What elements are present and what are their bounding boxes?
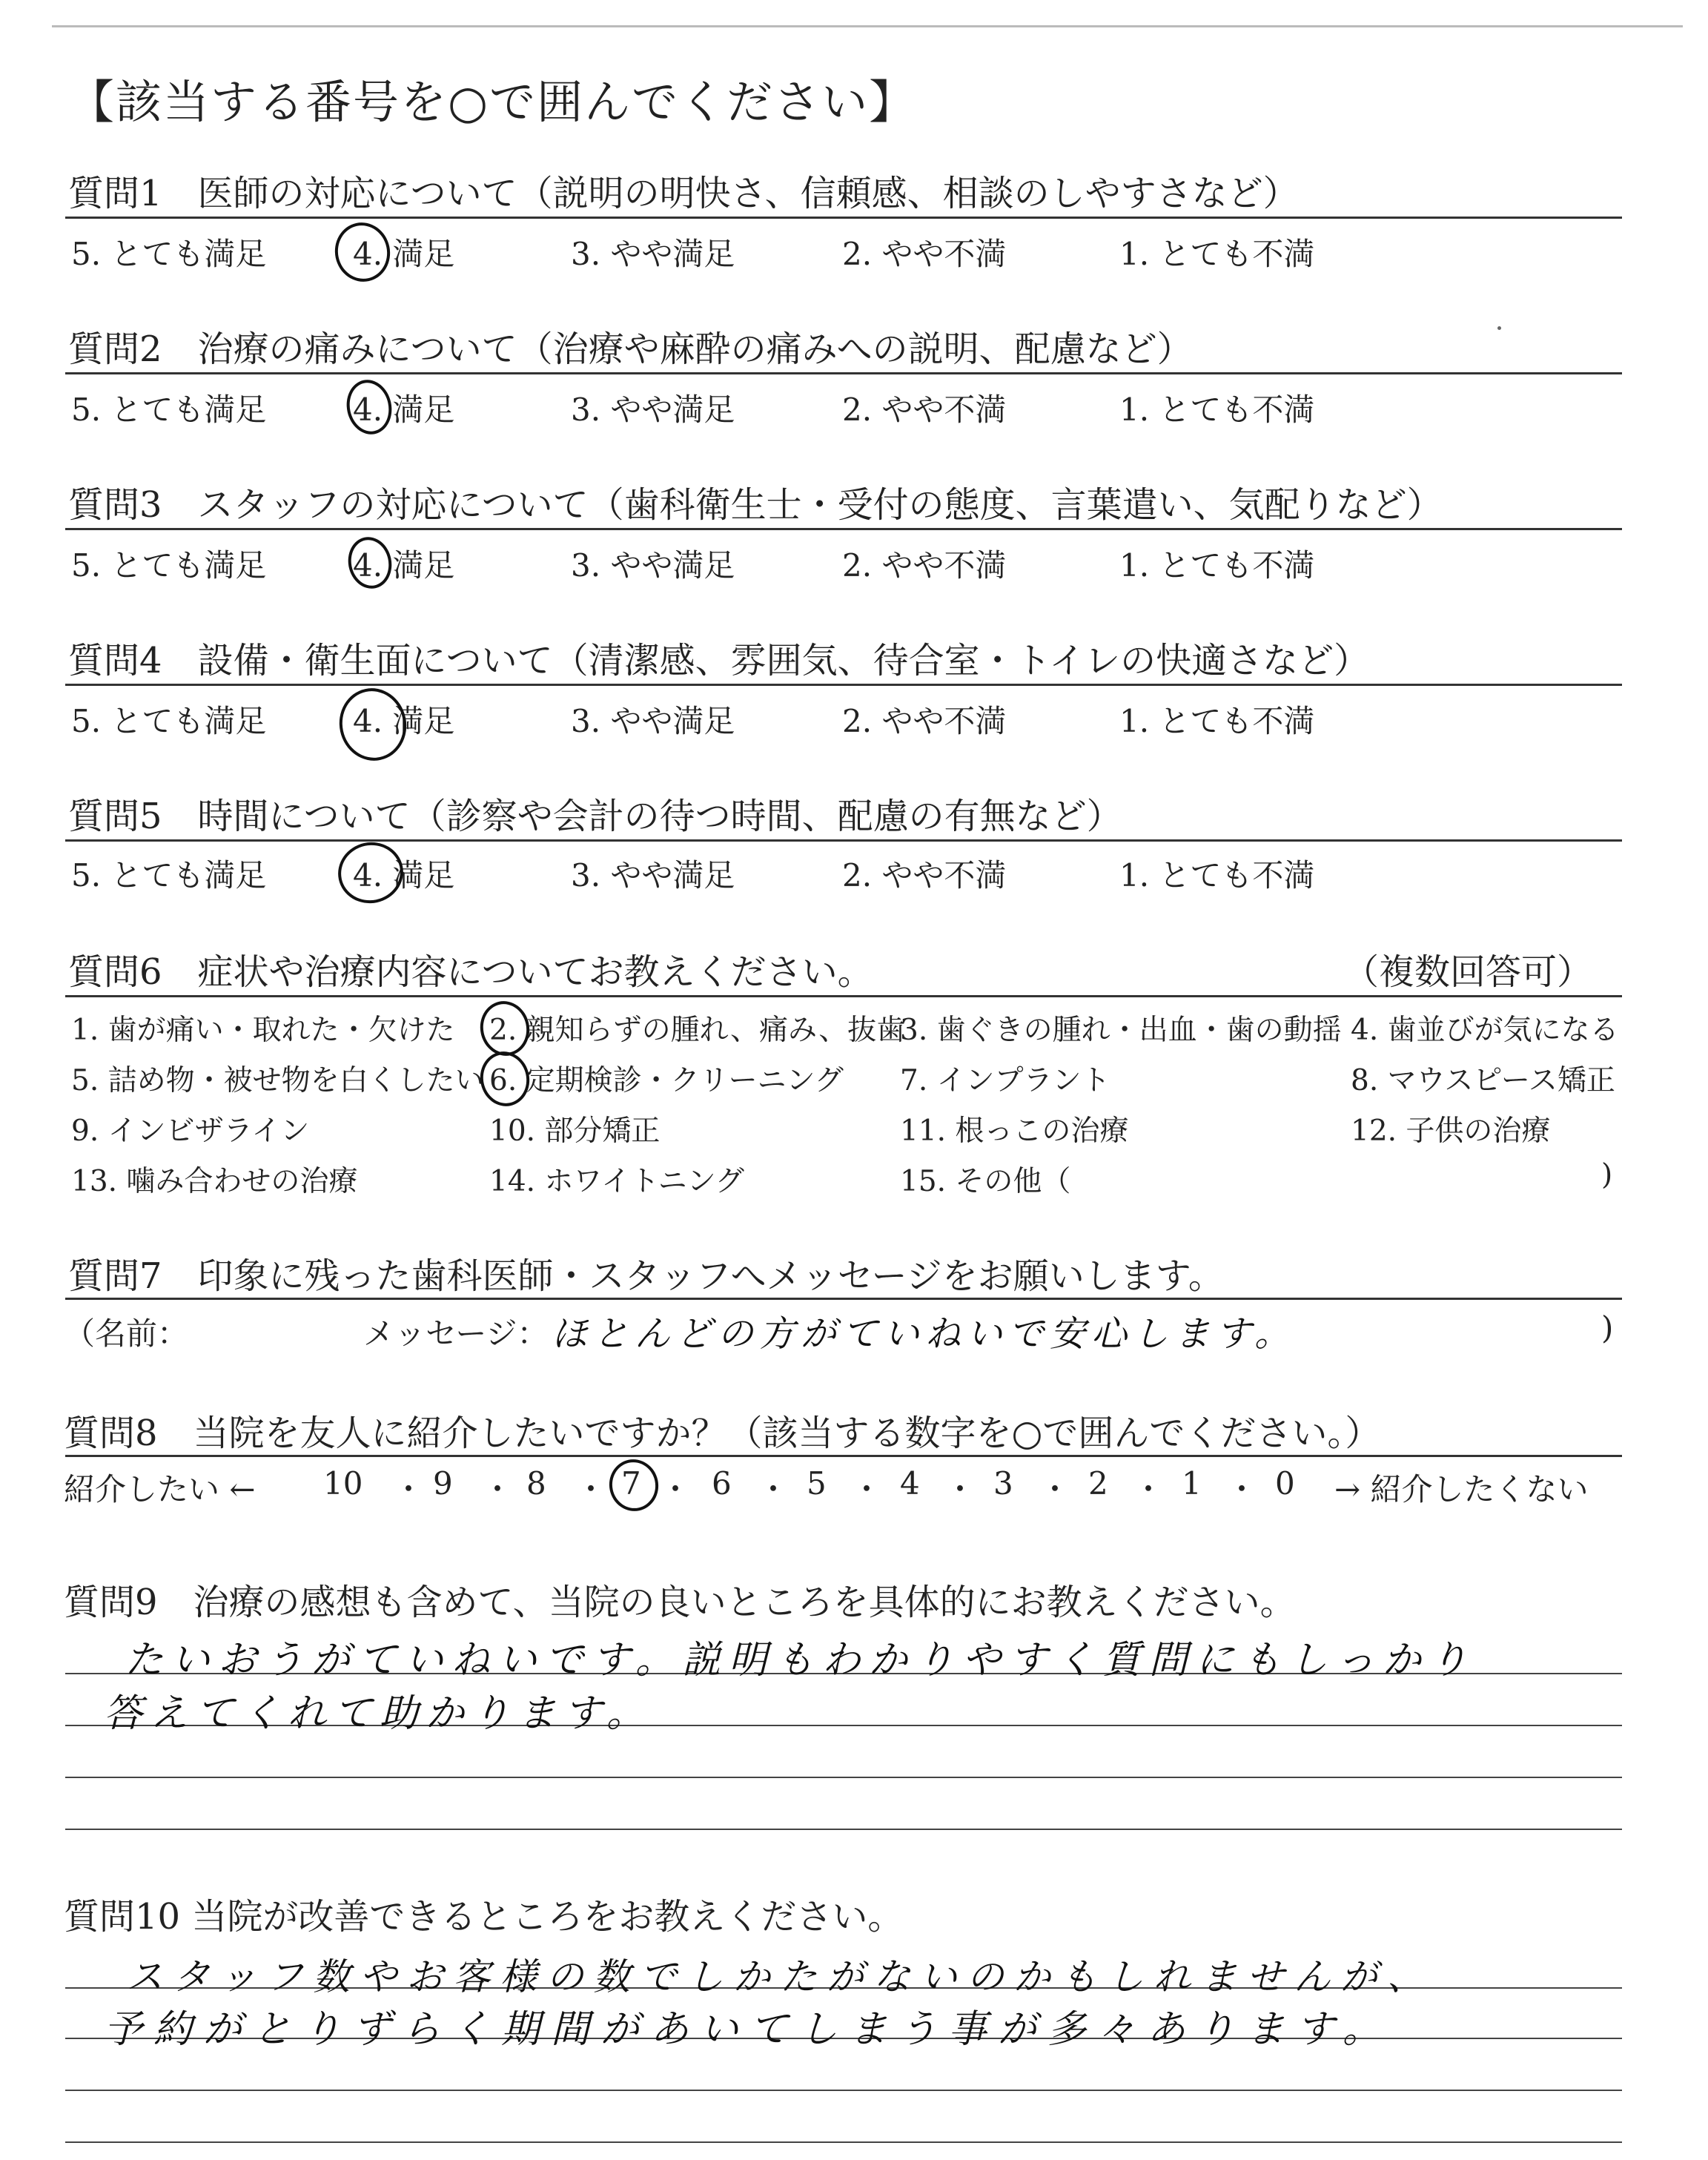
q10-answer-line-4 (65, 2141, 1622, 2143)
q7-name-label: （名前： (64, 1315, 189, 1352)
q1-circle-mark (329, 217, 395, 287)
q6-option-15-close: ) (1601, 1158, 1613, 1192)
q1-rule (65, 217, 1622, 219)
q10-handwriting-line-1: スタッフ数やお客様の数でしかたがないのかもしれませんが、 (126, 1955, 1434, 1998)
q9-handwriting-line-2: 答えてくれて助かります。 (104, 1691, 652, 1736)
q3-option-3[interactable]: 3. やや満足 (571, 547, 735, 584)
q6-option-6[interactable]: 6. 定期検診・クリーニング (489, 1064, 844, 1097)
q3-option-2[interactable]: 2. やや不満 (842, 547, 1007, 584)
q6-option-3[interactable]: 3. 歯ぐきの腫れ・出血・歯の動揺 (900, 1014, 1342, 1047)
q1-option-4[interactable]: 4. 満足 (353, 236, 455, 272)
q5-label: 質問5 時間について（診察や会計の待つ時間、配慮の有無など） (68, 796, 1122, 837)
q6-option-11[interactable]: 11. 根っこの治療 (900, 1114, 1129, 1148)
q6-option-12[interactable]: 12. 子供の治療 (1351, 1114, 1551, 1148)
q6-note: （複数回答可） (1343, 951, 1593, 993)
q8-label: 質問8 当院を友人に紹介したいですか？（該当する数字を○で囲んでください。） (64, 1413, 1381, 1454)
q3-option-5[interactable]: 5. とても満足 (71, 547, 267, 584)
top-edge-line (52, 25, 1683, 27)
q8-right-label: → 紹介したくない (1334, 1471, 1589, 1507)
q2-rule (65, 372, 1622, 374)
q8-scale-1[interactable]: 1 (1182, 1465, 1202, 1502)
q6-option-5[interactable]: 5. 詰め物・被せ物を白くしたい (71, 1064, 484, 1097)
q6-rule (65, 995, 1622, 997)
q6-option-4[interactable]: 4. 歯並びが気になる (1351, 1014, 1619, 1047)
q4-option-3[interactable]: 3. やや満足 (571, 703, 735, 739)
q3-option-1[interactable]: 1. とても不満 (1119, 547, 1315, 584)
q5-rule (65, 839, 1622, 842)
q5-option-2[interactable]: 2. やや不満 (842, 857, 1007, 894)
q4-circle-mark (333, 682, 413, 767)
q8-scale-5[interactable]: 5 (807, 1465, 827, 1502)
q2-option-3[interactable]: 3. やや満足 (571, 392, 735, 428)
q8-dot: ・ (393, 1471, 425, 1507)
q8-dot: ・ (758, 1471, 790, 1507)
q8-circle-mark (604, 1455, 663, 1516)
q6-option-14[interactable]: 14. ホワイトニング (489, 1165, 744, 1198)
q8-dot: ・ (1133, 1471, 1165, 1507)
q4-rule (65, 684, 1622, 686)
q4-option-1[interactable]: 1. とても不満 (1119, 703, 1315, 739)
q8-scale-7[interactable]: 7 (621, 1465, 641, 1502)
q6-circle-mark-6 (475, 1047, 534, 1111)
q5-option-4[interactable]: 4. 満足 (353, 857, 455, 894)
q5-option-3[interactable]: 3. やや満足 (571, 857, 735, 894)
q5-circle-mark (332, 836, 408, 910)
q4-option-4[interactable]: 4. 満足 (353, 703, 455, 739)
q2-label: 質問2 治療の痛みについて（治療や麻酔の痛みへの説明、配慮など） (68, 328, 1193, 370)
q8-scale-3[interactable]: 3 (993, 1465, 1013, 1502)
q6-option-15[interactable]: 15. その他（ (900, 1165, 1071, 1198)
q10-label: 質問10 当院が改善できるところをお教えください。 (64, 1896, 904, 1938)
q8-dot: ・ (660, 1471, 692, 1507)
q8-scale-2[interactable]: 2 (1088, 1465, 1108, 1502)
q6-option-7[interactable]: 7. インプラント (900, 1064, 1110, 1097)
q1-label: 質問1 医師の対応について（説明の明快さ、信頼感、相談のしやすさなど） (68, 173, 1299, 214)
q8-dot: ・ (1039, 1471, 1071, 1507)
q8-dot: ・ (944, 1471, 976, 1507)
q8-dot: ・ (482, 1471, 514, 1507)
q2-option-2[interactable]: 2. やや不満 (842, 392, 1007, 428)
q6-label: 質問6 症状や治療内容についてお教えください。 (68, 951, 873, 993)
q8-scale-8[interactable]: 8 (526, 1465, 546, 1502)
q4-label: 質問4 設備・衛生面について（清潔感、雰囲気、待合室・トイレの快適さなど） (68, 640, 1370, 681)
q8-scale-6[interactable]: 6 (712, 1465, 732, 1502)
q8-scale-9[interactable]: 9 (433, 1465, 453, 1502)
q6-option-1[interactable]: 1. 歯が痛い・取れた・欠けた (71, 1014, 455, 1047)
q7-message-handwriting: ほとんどの方がていねいで安心します。 (552, 1313, 1297, 1355)
q2-option-5[interactable]: 5. とても満足 (71, 392, 267, 428)
q6-option-13[interactable]: 13. 噛み合わせの治療 (71, 1165, 358, 1198)
q2-option-4[interactable]: 4. 満足 (353, 392, 455, 428)
q7-rule (65, 1298, 1622, 1300)
q7-close-paren: ) (1601, 1309, 1614, 1346)
q6-option-2[interactable]: 2. 親知らずの腫れ、痛み、抜歯 (489, 1014, 906, 1047)
q9-answer-line-4 (65, 1829, 1622, 1830)
q1-option-5[interactable]: 5. とても満足 (71, 236, 267, 272)
q5-option-1[interactable]: 1. とても不満 (1119, 857, 1315, 894)
q8-dot: ・ (851, 1471, 883, 1507)
q4-option-5[interactable]: 5. とても満足 (71, 703, 267, 739)
q9-label: 質問9 治療の感想も含めて、当院の良いところを具体的にお教えください。 (64, 1582, 1296, 1623)
q8-left-label: 紹介したい ← (64, 1471, 256, 1507)
q8-dot: ・ (1226, 1471, 1258, 1507)
q4-option-2[interactable]: 2. やや不満 (842, 703, 1007, 739)
page-title: 【該当する番号を○で囲んでください】 (68, 75, 917, 129)
q3-label: 質問3 スタッフの対応について（歯科衛生士・受付の態度、言葉遣い、気配りなど） (68, 484, 1443, 526)
q6-option-9[interactable]: 9. インビザライン (71, 1114, 310, 1148)
q2-option-1[interactable]: 1. とても不満 (1119, 392, 1315, 428)
q6-option-8[interactable]: 8. マウスピース矯正 (1351, 1064, 1615, 1097)
q6-option-10[interactable]: 10. 部分矯正 (489, 1114, 661, 1148)
q9-answer-line-3 (65, 1777, 1622, 1778)
q1-option-2[interactable]: 2. やや不満 (842, 236, 1007, 272)
q3-rule (65, 528, 1622, 530)
q5-option-5[interactable]: 5. とても満足 (71, 857, 267, 894)
q7-message-label: メッセージ： (363, 1315, 549, 1352)
q9-handwriting-line-1: たいおうがていねいです。説明もわかりやすく質問にもしっかり (125, 1638, 1476, 1682)
q7-label: 質問7 印象に残った歯科医師・スタッフへメッセージをお願いします。 (68, 1255, 1224, 1297)
q1-option-3[interactable]: 3. やや満足 (571, 236, 735, 272)
scan-speck (1497, 326, 1501, 330)
q8-rule (65, 1455, 1622, 1457)
q10-answer-line-3 (65, 2090, 1622, 2091)
q3-option-4[interactable]: 4. 満足 (353, 547, 455, 584)
q10-handwriting-line-2: 予約がとりずらく期間があいてしまう事が多々あります。 (104, 2007, 1392, 2052)
q8-scale-0[interactable]: 0 (1275, 1465, 1295, 1502)
q8-dot: ・ (575, 1471, 607, 1507)
q1-option-1[interactable]: 1. とても不満 (1119, 236, 1315, 272)
q8-scale-4[interactable]: 4 (900, 1465, 920, 1502)
q8-scale-10[interactable]: 10 (323, 1465, 363, 1502)
